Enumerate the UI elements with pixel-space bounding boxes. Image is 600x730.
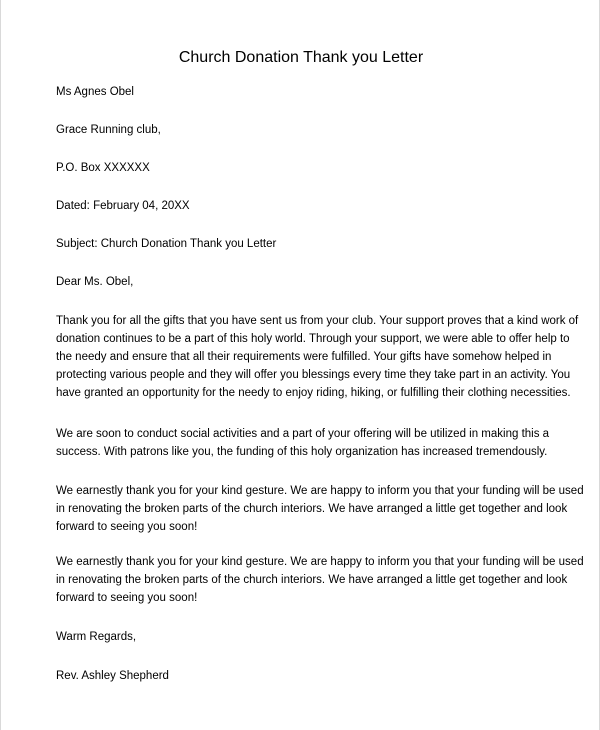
letter-title: Church Donation Thank you Letter	[178, 49, 424, 66]
paragraph-line: protecting various people and they will offer you blessings every time they take part in an activity. You	[56, 369, 571, 381]
closing: Warm Regards,	[56, 631, 137, 643]
recipient-name: Ms Agnes Obel	[56, 86, 134, 98]
body-paragraph-4	[56, 553, 584, 607]
paragraph-line: in renovating the broken parts of the church interiors. We have arranged a little get together and look	[56, 503, 568, 515]
paragraph-line: forward to seeing you soon!	[56, 592, 198, 604]
letter-subject: Subject: Church Donation Thank you Letter	[56, 238, 277, 250]
paragraph-line: donation continues to be a part of this holy world. Through your support, we were able to offer help to	[56, 333, 570, 345]
letter-date: Dated: February 04, 20XX	[56, 200, 190, 212]
salutation: Dear Ms. Obel,	[56, 276, 134, 288]
paragraph-line: We are soon to conduct social activities and a part of your offering will be utilized in making this a	[56, 428, 550, 440]
paragraph-line: success. With patrons like you, the funding of this holy organization has increased tremendously.	[56, 446, 548, 458]
paragraph-line: We earnestly thank you for your kind gesture. We are happy to inform you that your funding will be used	[56, 556, 584, 568]
paragraph-line: forward to seeing you soon!	[56, 521, 198, 533]
signature-name: Rev. Ashley Shepherd	[56, 670, 169, 682]
body-paragraph-2	[56, 425, 556, 461]
body-paragraph-1	[56, 312, 579, 402]
paragraph-line: in renovating the broken parts of the church interiors. We have arranged a little get together and look	[56, 574, 568, 586]
paragraph-line: the needy and ensure that all their requirements were fulfilled. Your gifts have somehow helped in	[56, 351, 552, 363]
body-paragraph-3	[56, 482, 584, 536]
organization-name: Grace Running club,	[56, 124, 161, 136]
paragraph-line: We earnestly thank you for your kind gesture. We are happy to inform you that your funding will be used	[56, 485, 584, 497]
po-box: P.O. Box XXXXXX	[56, 162, 150, 174]
paragraph-line: have granted an opportunity for the needy to enjoy riding, hiking, or fulfilling their clothing necessities.	[56, 387, 571, 399]
paragraph-line: Thank you for all the gifts that you have sent us from your club. Your support proves that a kind work of	[56, 315, 579, 327]
